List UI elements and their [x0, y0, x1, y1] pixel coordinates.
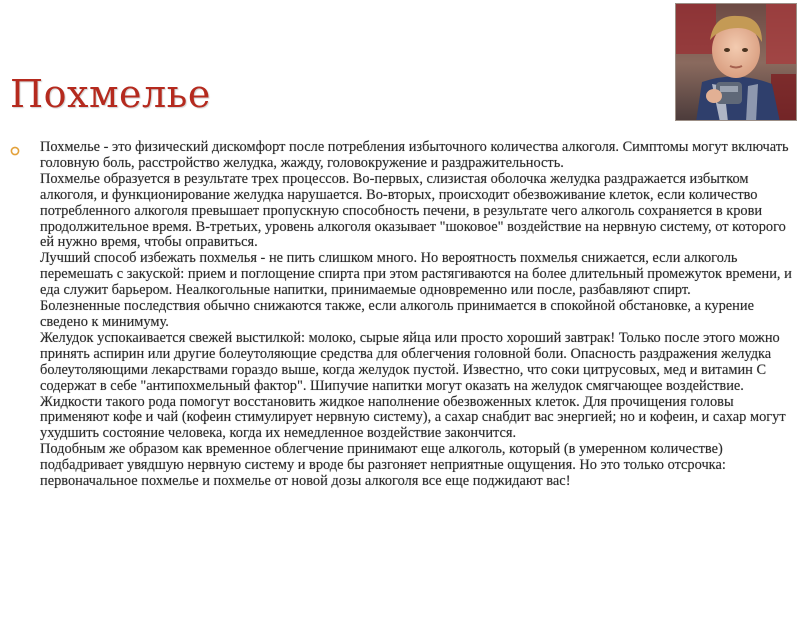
paragraph: Желудок успокаивается свежей выстилкой: молоко, сырые яйца или просто хороший завтрак! Только после этого можно принять аспирин или другие болеутоляющие средства для облегчения головной боли. Опасность раздражения желудка болеутоляющими лекарствами гораздо выше, когда желудок пустой. Известно, что соки цитрусовых, мед и витамин С содержат в себе "антипохмельный фактор". Шипучие напитки могут оказать на желудок смягчающее воздействие. Жидкости такого рода помогут восстановить жидкое наполнение обезвоженных клеток. Для прочищения головы применяют кофе и чай (кофеин стимулирует нервную систему), а сахар снабдит вас энергией; но и кофеин, и сахар могут ухудшить состояние человека, когда их немедленное воздействие закончится. [40, 329, 786, 442]
circle-bullet-icon [10, 146, 20, 156]
body-text [40, 140, 795, 490]
paragraph: Лучший способ избежать похмелья - не пить слишком много. Но вероятность похмелья снижается, если алкоголь перемешать с закуской: прием и поглощение спирта при этом растягиваются на более длительный промежуток времени, и еда служит барьером. Неалкогольные напитки, принимаемые одновременно или после, разбавляют спирт. [40, 250, 792, 299]
paragraph: Подобным же образом как временное облегчение принимают еще алкоголь, который (в умеренном количестве) подбадривает увядшую нервную систему и вроде бы разгоняет неприятные ощущения. Но это только отсрочка: первоначальное похмелье и похмелье от новой дозы алкоголя все еще поджидают вас! [40, 441, 726, 490]
page-title: Похмелье [10, 72, 211, 116]
paragraph: Похмелье образуется в результате трех процессов. Во-первых, слизистая оболочка желудка раздражается избытком алкоголя, и функционирование желудка нарушается. Во-вторых, происходит обезвоживание клеток, если количество потребленного алкоголя превышает пропускную способность печени, в результате чего алкоголь сохраняется в крови продолжительное время. В-третьих, уровень алкоголя оказывает "шоковое" воздействие на нервную систему, от которого ей нужно время, чтобы оправиться. [40, 170, 786, 251]
child-photo [675, 3, 797, 121]
paragraph: Болезненные последствия обычно снижаются также, если алкоголь принимается в спокойной обстановке, а курение сведено к минимуму. [40, 298, 754, 330]
paragraph: Похмелье - это физический дискомфорт после потребления избыточного количества алкоголя. Симптомы могут включать головную боль, расстройство желудка, жажду, головокружение и раздражительность. [40, 139, 789, 171]
